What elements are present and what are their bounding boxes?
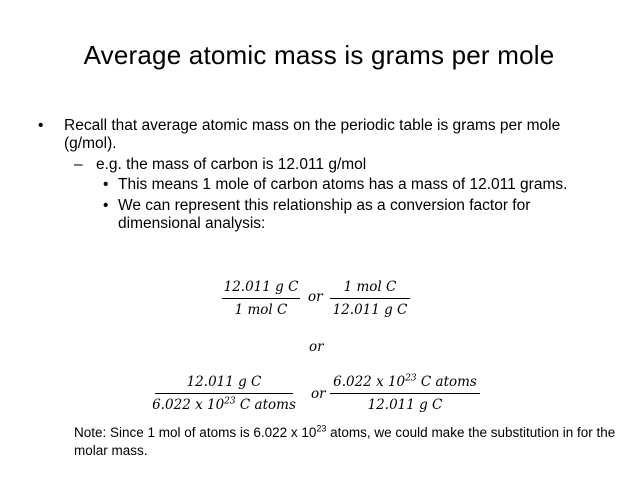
fraction-bar	[330, 393, 480, 394]
note-text-end: atoms, we could make the substitution in for the molar mass.	[74, 425, 616, 458]
subsub-bullet-marker-1: •	[103, 176, 109, 193]
subsub-bullet-text-1: This means 1 mole of carbon atoms has a mass of 12.011 grams.	[118, 176, 568, 193]
fraction-numerator: 12.011 g C	[223, 279, 299, 295]
bullet-text-line2: (g/mol).	[64, 135, 117, 152]
fraction-bar	[222, 298, 300, 299]
fraction-grams-per-atoms	[152, 373, 296, 414]
exponent: 23	[405, 373, 417, 384]
bullet-text-line1: Recall that average atomic mass on the periodic table is grams per mole	[64, 117, 561, 134]
fraction-numerator: 12.011 g C	[186, 374, 262, 390]
or-label-2: or	[311, 386, 326, 402]
note-text	[74, 424, 622, 460]
fraction-denominator: 1 mol C	[234, 302, 288, 318]
fraction-bar	[155, 393, 293, 394]
subsub-bullet-text-2-line2: dimensional analysis:	[118, 215, 266, 232]
numerator-coefficient: 6.022 x 10	[333, 374, 406, 390]
note-text-start: Note: Since 1 mol of atoms is 6.022 x 10	[74, 425, 317, 440]
fraction-bar	[330, 298, 410, 299]
fraction-grams-per-mole	[222, 278, 300, 319]
fraction-numerator	[331, 373, 479, 391]
or-label-middle: or	[309, 339, 324, 355]
fraction-denominator	[150, 396, 298, 414]
dash-marker: –	[74, 156, 83, 173]
numerator-unit: C atoms	[416, 374, 477, 390]
sub-bullet-text: e.g. the mass of carbon is 12.011 g/mol	[96, 156, 367, 173]
denominator-coefficient: 6.022 x 10	[152, 397, 225, 413]
slide-title: Average atomic mass is grams per mole	[83, 40, 555, 70]
or-label-1: or	[308, 289, 323, 305]
fraction-mole-per-grams	[330, 278, 410, 319]
subsub-bullet-text-2-line1: We can represent this relationship as a conversion factor for	[118, 197, 531, 214]
denominator-unit: C atoms	[235, 397, 296, 413]
fraction-numerator: 1 mol C	[343, 279, 397, 295]
fraction-atoms-per-grams	[330, 373, 480, 414]
fraction-denominator: 12.011 g C	[332, 302, 408, 318]
bullet-marker: •	[38, 117, 44, 134]
fraction-denominator: 12.011 g C	[367, 397, 443, 413]
exponent: 23	[224, 396, 236, 407]
note-exponent: 23	[316, 423, 327, 434]
subsub-bullet-marker-2: •	[103, 197, 109, 214]
